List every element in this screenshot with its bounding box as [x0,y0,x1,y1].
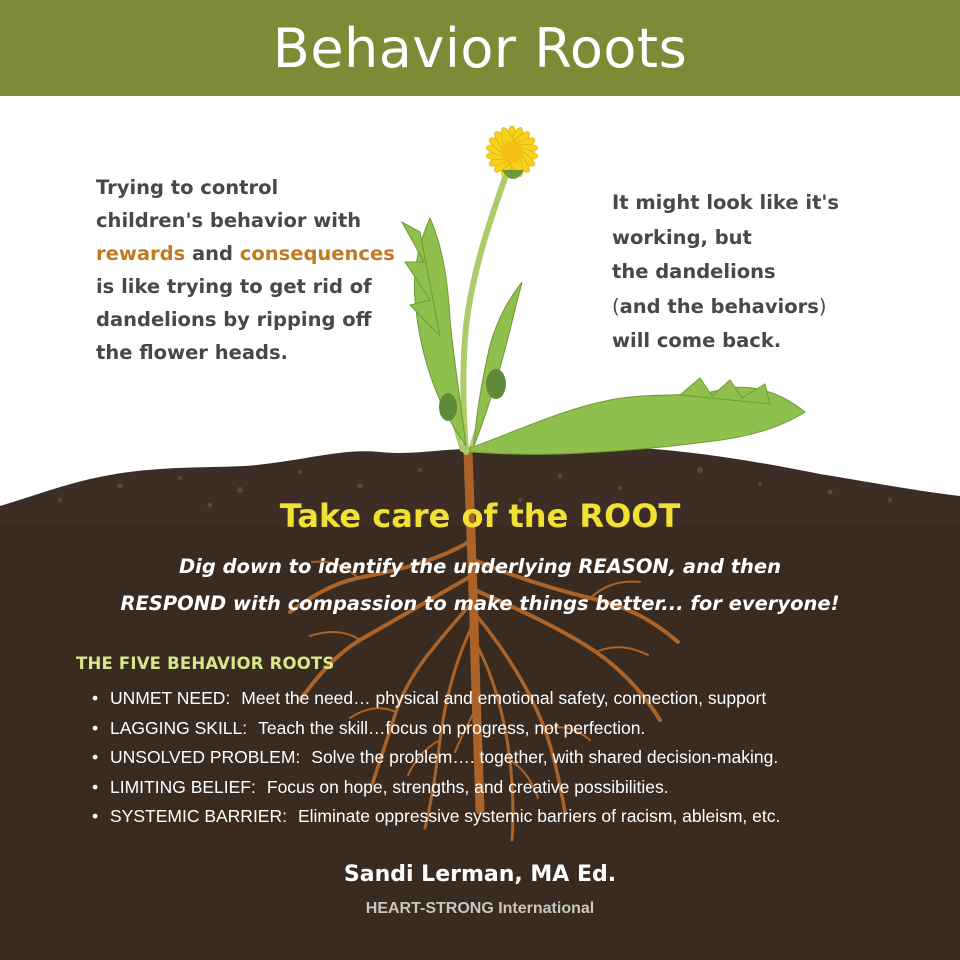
list-item [92,684,780,714]
keyword-rewards: rewards [96,242,186,265]
roots-heading: THE FIVE BEHAVIOR ROOTS [76,654,335,673]
intro-right-line: will come back. [612,329,782,352]
headline-take-care: Take care of the ROOT [279,497,681,535]
intro-right-line: and the behaviors [619,294,819,318]
header-banner [0,0,960,96]
list-item [92,773,780,803]
bullet: • [92,688,99,708]
bullet: • [92,806,99,826]
intro-left-line: Trying to control [96,176,279,199]
subtitle-line: Dig down to identify the underlying REASON, and then [178,555,782,578]
intro-right-line: It might look like it's [612,191,839,214]
root-name: UNMET NEED: [110,688,231,708]
root-action: Solve the problem…. together, with shared decision-making. [311,747,779,767]
intro-left-line: is like trying to get rid of [96,275,372,298]
bullet: • [92,717,99,738]
intro-left-line: the flower heads. [96,341,288,364]
keyword-consequences: consequences [239,242,395,265]
bullet: • [92,776,99,797]
paren-close: ) [818,294,827,318]
root-action: Focus on hope, strengths, and creative possibilities. [266,776,669,797]
subtitle-line: RESPOND with compassion to make things better... for everyone! [120,592,840,615]
page-title: Behavior Roots [272,16,688,80]
dandelion-flower [485,126,538,179]
intro-left-word: and [192,242,233,265]
list-item [92,743,780,773]
intro-left-line: dandelions by ripping off [96,308,372,331]
root-name: UNSOLVED PROBLEM: [110,747,301,767]
intro-left-line: children's behavior with [96,209,362,232]
root-name: LIMITING BELIEF: [110,776,256,797]
root-action: Meet the need… physical and emotional safety, connection, support [241,688,767,708]
organization-name: HEART-STRONG International [365,900,595,917]
list-item [92,802,780,832]
root-action: Eliminate oppressive systemic barriers of racism, ableism, etc. [297,806,781,826]
intro-right-text [612,186,872,359]
bullet: • [92,747,99,767]
roots-list [92,684,780,832]
list-item [92,714,780,744]
intro-right-line: working, but [612,225,752,249]
paren-open: ( [612,294,620,318]
intro-left-text [96,171,406,369]
author-name: Sandi Lerman, MA Ed. [343,862,617,887]
root-action: Teach the skill…focus on progress, not perfection. [258,717,646,738]
subtitle [60,548,900,622]
root-name: SYSTEMIC BARRIER: [110,806,287,826]
root-name: LAGGING SKILL: [110,717,248,738]
intro-right-line: the dandelions [612,260,776,283]
